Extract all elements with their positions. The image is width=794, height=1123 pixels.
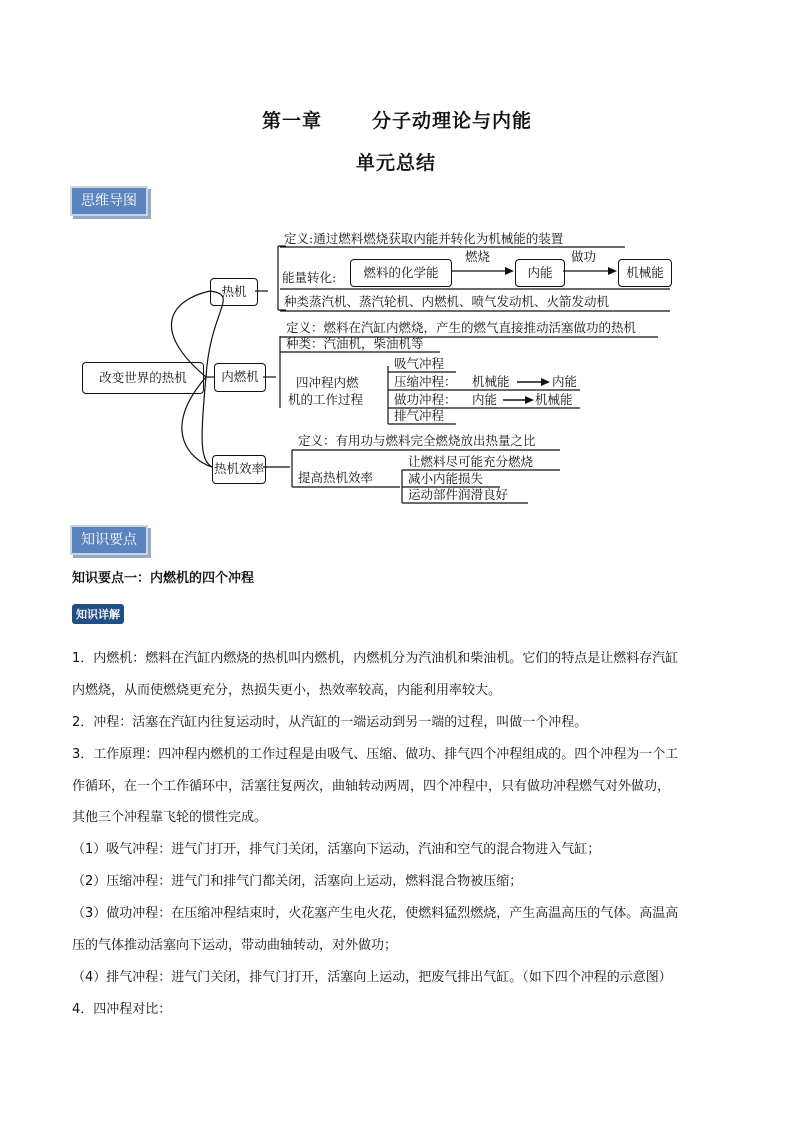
- mindmap-node-ice: 内燃机: [214, 363, 266, 392]
- body-line-3: 2．冲程：活塞在汽缸内往复运动时，从汽缸的一端运动到另一端的过程，叫做一个冲程。: [72, 715, 588, 730]
- body-line-7: （1）吸气冲程：进气门打开，排气门关闭，活塞向下运动，汽油和空气的混合物进入气缸；: [72, 842, 601, 857]
- ice-definition: 定义：燃料在汽缸内燃烧，产生的燃气直接推动活塞做功的热机: [286, 320, 637, 335]
- ice-types: 种类：汽油机，柴油机等: [286, 336, 424, 351]
- method-full-combustion: 让燃料尽可能充分燃烧: [408, 454, 534, 469]
- body-line-12: 4．四冲程对比：: [72, 1002, 172, 1017]
- mindmap-node-heat-engine: 热机: [210, 278, 258, 306]
- process-label-line1: 四冲程内燃: [296, 375, 359, 390]
- energy-chemical-box: 燃料的化学能: [350, 259, 452, 287]
- method-lubrication: 运动部件润滑良好: [408, 487, 509, 502]
- knowledge-point-title: 知识要点一：内燃机的四个冲程: [72, 571, 255, 586]
- compression-to: 内能: [552, 374, 578, 389]
- body-line-2: 内燃烧，从而使燃烧更充分，热损失更小，热效率较高，内能利用率较大。: [72, 683, 502, 698]
- mindmap-node-efficiency: 热机效率: [212, 455, 266, 484]
- process-label-line2: 机的工作过程: [288, 392, 364, 407]
- efficiency-definition: 定义：有用功与燃料完全燃烧放出热量之比: [298, 433, 536, 448]
- knowledge-detail-badge: 知识详解: [72, 604, 124, 624]
- chapter-title: 分子动理论与内能: [372, 110, 533, 132]
- body-line-5: 作循环，在一个工作循环中，活塞往复两次，曲轴转动两周，四个冲程中，只有做功冲程燃气对外做功，: [72, 779, 671, 794]
- power-to: 机械能: [535, 392, 573, 407]
- heat-engine-definition: 定义:通过燃料燃烧获取内能并转化为机械能的装置: [284, 231, 564, 246]
- body-line-4: 3．工作原理：四冲程内燃机的工作过程是由吸气、压缩、做功、排气四个冲程组成的。四个冲程为一个工: [72, 747, 679, 762]
- stroke-intake: 吸气冲程: [394, 356, 445, 371]
- body-line-6: 其他三个冲程靠飞轮的惯性完成。: [72, 810, 268, 825]
- page-subtitle: 单元总结: [356, 152, 437, 174]
- heat-engine-types: 种类蒸汽机、蒸汽轮机、内燃机、喷气发动机、火箭发动机: [284, 294, 610, 309]
- chapter-number: 第一章: [262, 110, 323, 132]
- body-line-10: 压的气体推动活塞向下运动，带动曲轴转动，对外做功；: [72, 938, 398, 953]
- body-line-9: （3）做功冲程：在压缩冲程结束时，火花塞产生电火花，使燃料猛烈燃烧，产生高温高压的气体。高温高: [72, 906, 679, 921]
- improve-efficiency-label: 提高热机效率: [298, 470, 374, 485]
- body-line-11: （4）排气冲程：进气门关闭，排气门打开，活塞向上运动，把废气排出气缸。（如下四个冲程的示意图）: [72, 970, 672, 985]
- arrow-label-burning: 燃烧: [465, 249, 491, 264]
- compression-from: 机械能: [472, 374, 510, 389]
- method-reduce-loss: 减小内能损失: [408, 471, 484, 486]
- mindmap-section-label: 思维导图: [70, 186, 148, 216]
- stroke-power: 做功冲程：: [394, 392, 457, 407]
- stroke-exhaust: 排气冲程: [394, 408, 445, 423]
- stroke-compression: 压缩冲程：: [394, 374, 457, 389]
- mindmap-root: 改变世界的热机: [82, 362, 204, 394]
- body-line-8: （2）压缩冲程：进气门和排气门都关闭，活塞向上运动，燃料混合物被压缩；: [72, 874, 523, 889]
- arrow-label-work: 做功: [571, 249, 597, 264]
- energy-mechanical-box: 机械能: [618, 259, 672, 287]
- power-from: 内能: [472, 392, 498, 407]
- energy-internal-box: 内能: [515, 259, 565, 287]
- body-line-1: 1．内燃机：燃料在汽缸内燃烧的热机叫内燃机，内燃机分为汽油机和柴油机。它们的特点是让燃料存汽缸: [72, 651, 679, 666]
- energy-conversion-label: 能量转化:: [282, 270, 337, 285]
- knowledge-section-label: 知识要点: [70, 525, 148, 555]
